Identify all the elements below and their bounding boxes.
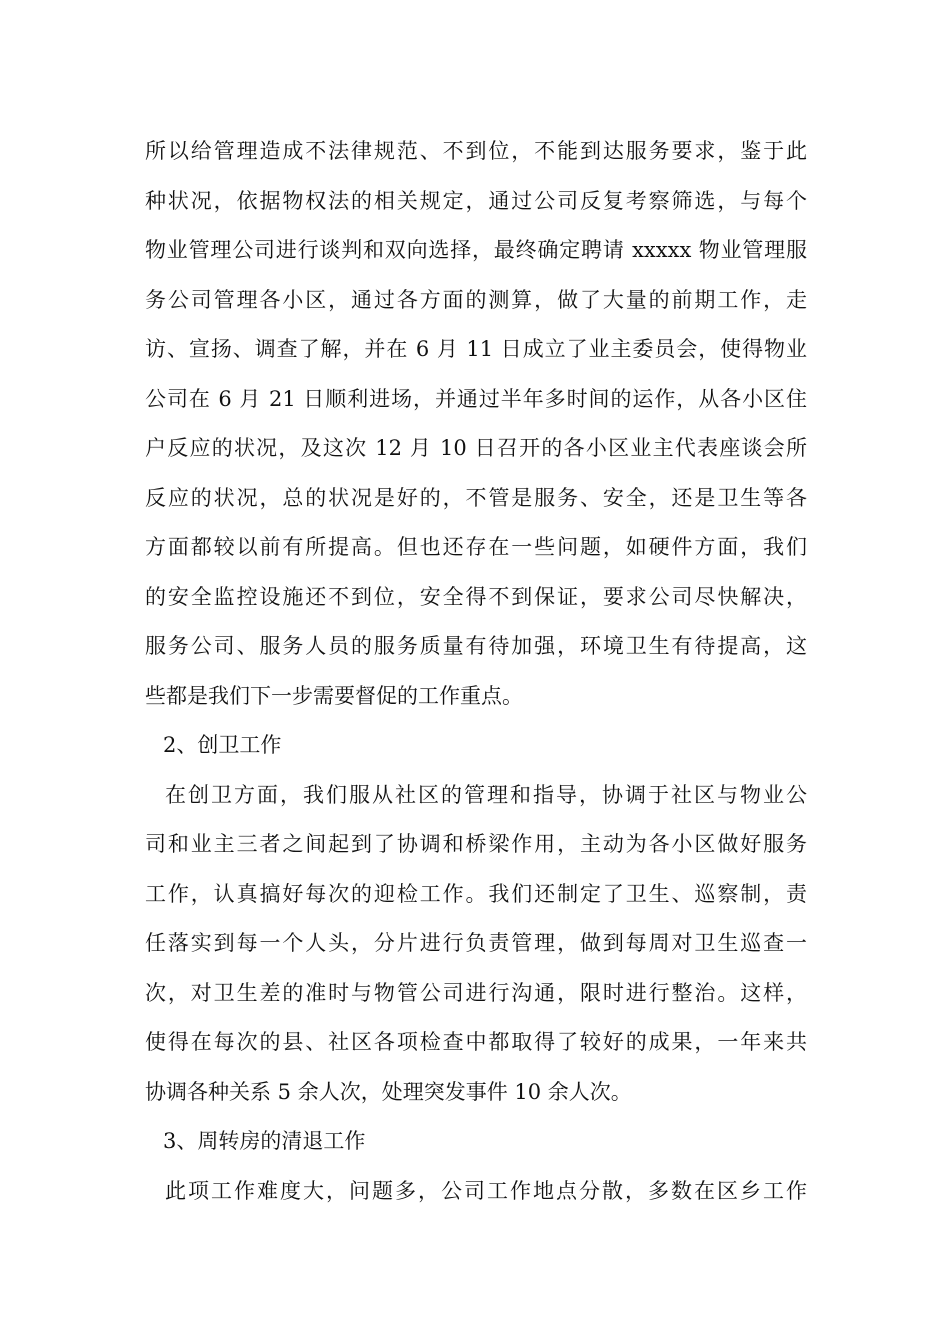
paragraph-line: 使得在每次的县、社区各项检查中都取得了较好的成果，一年来共 [145,1030,807,1054]
paragraph-line: 服务公司、服务人员的服务质量有待加强，环境卫生有待提高，这 [145,634,807,658]
paragraph-line: 工作，认真搞好每次的迎检工作。我们还制定了卫生、巡察制，责 [145,881,807,906]
paragraph-line: 司和业主三者之间起到了协调和桥梁作用，主动为各小区做好服务 [145,832,807,856]
paragraph-line: 些都是我们下一步需要督促的工作重点。 [145,683,523,708]
paragraph-line: 协调各种关系 5 余人次，处理突发事件 10 余人次。 [145,1079,632,1104]
paragraph-line: 次，对卫生差的准时与物管公司进行沟通，限时进行整治。这样， [145,980,807,1005]
paragraph-line: 务公司管理各小区，通过各方面的测算，做了大量的前期工作，走 [145,287,807,312]
paragraph-line: 任落实到每一个人头，分片进行负责管理，做到每周对卫生巡查一 [145,931,807,955]
paragraph-line: 此项工作难度大，问题多，公司工作地点分散，多数在区乡工作 [165,1178,807,1203]
paragraph-line: 的安全监控设施还不到位，安全得不到保证，要求公司尽快解决， [145,584,807,609]
paragraph-line: 种状况，依据物权法的相关规定，通过公司反复考察筛选，与每个 [145,188,807,213]
paragraph-line: 访、宣扬、调查了解，并在 6 月 11 日成立了业主委员会，使得物业 [145,337,807,361]
section-heading: 3、周转房的清退工作 [163,1129,366,1153]
paragraph-line: 在创卫方面，我们服从社区的管理和指导，协调于社区与物业公 [165,782,807,807]
paragraph-line: 物业管理公司进行谈判和双向选择，最终确定聘请 xxxxx 物业管理服 [145,238,807,262]
paragraph-line: 户反应的状况，及这次 12 月 10 日召开的各小区业主代表座谈会所 [145,436,807,460]
section-heading: 2、创卫工作 [163,733,282,757]
paragraph-line: 方面都较以前有所提高。但也还存在一些问题，如硬件方面，我们 [145,535,807,559]
paragraph-line: 反应的状况，总的状况是好的，不管是服务、安全，还是卫生等各 [145,485,807,510]
paragraph-line: 公司在 6 月 21 日顺利进场，并通过半年多时间的运作，从各小区住 [145,386,807,411]
document-page [145,127,807,1216]
paragraph-line: 所以给管理造成不法律规范、不到位，不能到达服务要求，鉴于此 [145,139,807,163]
